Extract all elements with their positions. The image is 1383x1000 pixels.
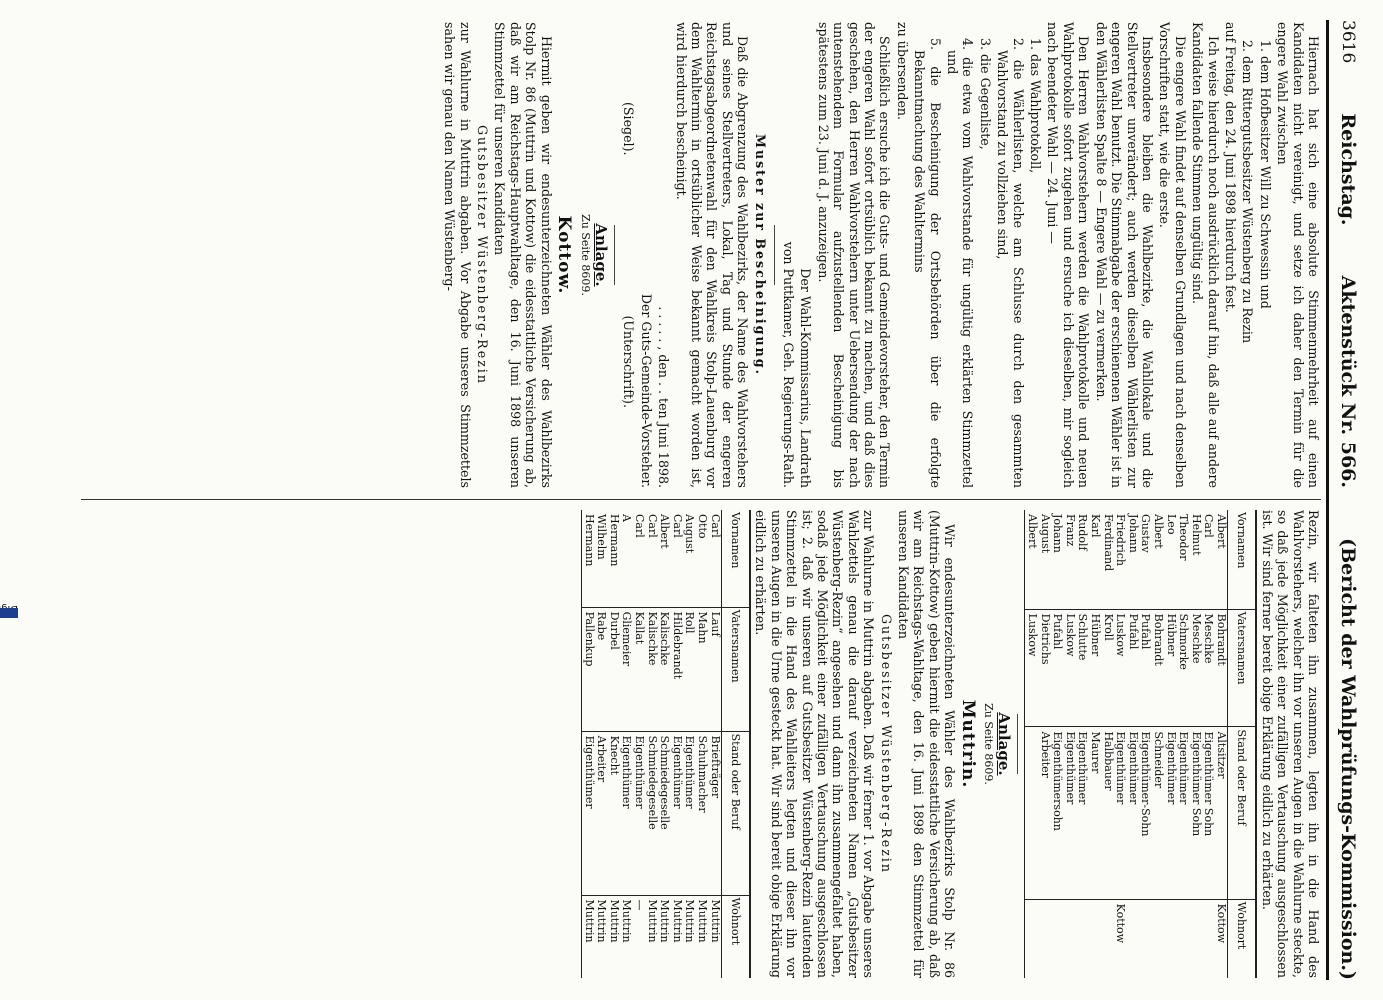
document-list-item-3: 3. die Gegenliste, <box>977 38 993 150</box>
table-cell: Pufahl <box>1126 609 1139 727</box>
table-row <box>1202 510 1215 978</box>
table-cell: August <box>1038 514 1052 554</box>
left-paragraph-3: Ich weise hierdurch noch ausdrücklich darauf hin, daß alle auf andere Kandidaten fallende Stimmen ungültig sind. <box>1190 22 1221 488</box>
table-cell: Helmut <box>1189 514 1203 556</box>
table-cell: Muttrin <box>658 895 671 978</box>
column-divider <box>81 499 1321 500</box>
table-row <box>1063 510 1076 978</box>
table-cell: Albert <box>1214 514 1228 549</box>
table-cell <box>1088 899 1101 978</box>
table-cell: — <box>632 895 645 978</box>
table-row <box>1151 510 1164 978</box>
table-cell: Eigenthümer Sohn <box>1189 727 1202 899</box>
table-cell: Gliemeier <box>620 607 633 731</box>
table-cell: Pufahl <box>1139 609 1152 727</box>
table-row <box>658 510 671 978</box>
table-row <box>1126 510 1139 978</box>
table-cell: Pufahl <box>1051 609 1064 727</box>
left-paragraph-4: Die engere Wahl findet auf denselben Grundlagen und nach denselben Vorschriften statt, wie die erste. <box>1157 22 1188 489</box>
muttrin-text-2: zur Wahlurne in Muttrin abgaben. Daß wir ferner 1. vor Abgabe unseres Wahlzettels genau die darauf verzeichneten Namen „Gutsbesitzer Wüstenberg-Rezin“ angesehen und dann ihn zusammengefaltet haben, sodaß jede Möglichkeit einer zufälligen Vertauschung ausgeschlossen ist; 2. daß wir unseren auf Gutsbesitzer Wüstenberg-Rezin lautenden Stimmzettel in die Hand des Wahlleiters legten und dieser ihn vor unseren Augen in die Urne gesteckt hat. Wir sind bereit obige Erklärung eidlich zu erhärten. <box>753 510 877 978</box>
document-list-item-4: 4. die etwa vom Wahlvorstande für ungültig erklärten Stimmzettel und <box>945 38 976 488</box>
table-header-cell: Vatersnamen <box>1227 609 1256 727</box>
table-cell: Meschke <box>1189 609 1202 727</box>
table-row <box>1038 510 1051 978</box>
table-cell: Eigenthümer <box>632 731 645 895</box>
table-cell: Schuhmacher <box>695 731 708 895</box>
table-cell: Eigenthümer <box>582 731 595 895</box>
table-header-cell: Vatersnamen <box>721 607 750 731</box>
table-cell: Wilhelm <box>595 514 609 560</box>
table-cell: Carl <box>708 514 722 538</box>
table-cell: Hildebrandt <box>670 607 683 731</box>
table-cell: Altsitzer <box>1214 727 1227 899</box>
table-cell <box>1063 899 1076 978</box>
page-number: 3616 <box>1338 20 1358 64</box>
page-header <box>1333 20 1363 980</box>
table-cell <box>1038 899 1051 978</box>
seal-label: (Siegel). <box>621 102 637 156</box>
table-cell: Carl <box>1202 514 1216 538</box>
table-cell <box>1025 899 1038 978</box>
header-rule <box>1326 20 1329 980</box>
vorsteher-line: Der Guts-Gemeinde-Vorsteher. <box>638 293 654 488</box>
table-cell: Bohrandt <box>1151 609 1164 727</box>
table-cell: Kalischke <box>658 607 671 731</box>
table-cell: Carl <box>670 514 684 538</box>
table-cell: Eigenthümer <box>1063 727 1076 899</box>
table-row <box>670 510 683 978</box>
table-row <box>1177 510 1190 978</box>
table-cell: Hübner <box>1088 609 1101 727</box>
table-cell: Johann <box>1051 514 1065 553</box>
table-row <box>1214 510 1227 978</box>
table-cell <box>1025 727 1038 899</box>
signature-label: (Unterschrift). <box>621 315 637 408</box>
table-cell: Schneider <box>1151 727 1164 899</box>
table-cell: Luskow <box>1114 609 1127 727</box>
table-cell: Pallenkup <box>582 607 595 731</box>
table-cell: Eigenthümer Sohn <box>1202 727 1215 899</box>
table-cell: August <box>683 514 697 554</box>
table-cell: Meschke <box>1202 609 1215 727</box>
header-section: Reichstag. <box>1337 113 1359 226</box>
table-cell <box>1139 899 1152 978</box>
seal-signature-row <box>621 22 636 488</box>
left-paragraph-1: Hiernach hat sich eine absolute Stimmenmehrheit auf einen Kandidaten nicht vereinigt, und setze ich daher den Termin für die engere Wahl zwischen <box>1275 22 1321 488</box>
table-cell <box>1051 899 1064 978</box>
table-cell: Luskow <box>1063 609 1076 727</box>
anlage-reference: Zu Seite 8609. <box>578 214 592 296</box>
table-cell: Bohrandt <box>1214 609 1227 727</box>
table-cell: Lauf <box>708 607 721 731</box>
table-cell: Halbbauer <box>1101 727 1114 899</box>
left-paragraph-2: auf Freitag, den 24. Juni 1898 hierdurch fest. <box>1222 22 1238 313</box>
table-cell: Carl <box>633 514 646 538</box>
table-cell: Carl <box>645 514 659 538</box>
muster-text: Daß die Abgrenzung des Wahlbezirks, der Name des Wahlvorstehers und seines Stellvertreters, Lokal, Tag und Stunde der engeren Reichstagsabgeordnetenwahl für den Wahlkreis Stolp-Lauenburg vor dem Wahltermin in ortsüblicher Weise bekannt gemacht worden ist, wird hierdurch bescheinigt. <box>673 22 751 488</box>
table-row <box>1025 510 1038 978</box>
document-list-item-2: 2. die Wählerlisten, welche am Schlusse durch den gesammten Wahlvorstand zu vollziehen sind, <box>995 38 1026 488</box>
table-header-cell: Stand oder Beruf <box>721 731 750 895</box>
table-cell: Knecht <box>607 731 620 895</box>
table-cell: Eigenthümer <box>1177 727 1190 899</box>
table-cell: Durbel <box>607 607 620 731</box>
kottow-title: Kottow. <box>554 215 575 295</box>
table-cell: Kallat <box>632 607 645 731</box>
table-row <box>582 510 595 978</box>
left-paragraph-7: zu übersenden. <box>894 22 910 121</box>
table-cell: Rabe <box>595 607 608 731</box>
table-cell: Otto <box>695 514 709 539</box>
table-cell: Albert <box>658 514 672 549</box>
table-cell <box>1177 899 1190 978</box>
anlage-heading-right: Anlage. <box>995 712 1014 776</box>
table-cell: Hermann <box>582 510 595 607</box>
table-cell: Luskow <box>1025 609 1038 727</box>
header-subject: (Bericht der Wahlprüfungs-Kommission.) <box>1337 538 1359 980</box>
table-row <box>683 510 696 978</box>
table-cell: Franz <box>1063 514 1077 547</box>
left-column <box>440 22 1321 488</box>
table-row <box>1088 510 1101 978</box>
table-row <box>620 510 633 978</box>
table-cell <box>1202 899 1215 978</box>
table-header-cell: Vornamen <box>721 510 750 607</box>
signature-line-1: Der Wahl-Kommissarius, Landrath <box>798 268 814 488</box>
table-cell: Schmiedegeselle <box>658 731 671 895</box>
candidate-item-2: 2. dem Rittergutsbesitzer Wüstenberg zu Rezin <box>1240 40 1256 344</box>
table-row <box>695 510 708 978</box>
table-cell: Roll <box>683 607 696 731</box>
table-cell: Eigenthümer <box>1076 727 1089 899</box>
table-header-cell: Wohnort <box>1227 899 1256 978</box>
right-column <box>581 510 1321 978</box>
table-row <box>645 510 658 978</box>
table-cell: Albert <box>1152 514 1165 549</box>
table-cell: Friedrich <box>1114 514 1128 566</box>
table-cell: Eigenthümer <box>1126 727 1139 899</box>
table-cell: Arbeiter <box>595 731 608 895</box>
document-list-item-5: 5. die Bescheinigung der Ortsbehörden über die erfolgte Bekanntmachung des Wahltermins <box>912 38 943 488</box>
table-cell: Johann <box>1126 514 1140 553</box>
table-cell: Albert <box>1025 510 1038 609</box>
separator <box>614 225 615 285</box>
kottow-voters-table <box>1024 510 1257 978</box>
table-cell <box>1151 899 1164 978</box>
header-document: Aktenstück Nr. 566. <box>1337 275 1359 489</box>
table-cell: Schlutte <box>1076 609 1089 727</box>
table-cell: Muttrin <box>595 895 608 978</box>
table-cell: Rudolf <box>1076 514 1090 551</box>
table-row <box>1189 510 1202 978</box>
table-cell: Schmiedegeselle <box>645 731 658 895</box>
table-cell: Schmorke <box>1177 609 1190 727</box>
table-cell: A <box>620 514 634 522</box>
table-cell: Leo <box>1164 514 1178 535</box>
table-row <box>632 510 645 978</box>
kottow-text: Hiermit geben wir endesunterzeichneten Wähler des Wahlbezirks Stolp Nr. 86 (Muttrin und Kottow) die eidesstattliche Versicherung ab, daß wir am Reichstags-Hauptwahltage, den 16. Juni 1898 unseren Stimmzettel für unseren Kandidaten <box>492 22 554 488</box>
table-cell <box>1076 899 1089 978</box>
table-row <box>1076 510 1089 978</box>
table-cell: Theodor <box>1177 514 1191 561</box>
table-cell <box>1101 899 1114 978</box>
table-cell: Eigenthümer <box>1164 727 1177 899</box>
anlage-reference-right: Zu Seite 8609. <box>982 703 996 785</box>
table-cell: Muttrin <box>620 895 633 978</box>
table-row <box>1114 510 1127 978</box>
muster-title: Muster zur Bescheinigung. <box>752 134 768 376</box>
table-row <box>607 510 620 978</box>
date-line: . . . . . , den . . ten Juni 1898. <box>656 306 672 488</box>
table-row <box>1101 510 1114 978</box>
table-cell: Mahn <box>695 607 708 731</box>
table-cell <box>1164 899 1177 978</box>
table-cell: Eigenthümer <box>670 731 683 895</box>
kottow-candidate: Gutsbesitzer Wüstenberg-Rezin <box>475 124 491 386</box>
candidate-item-1: 1. dem Hofbesitzer Will zu Schwessin und <box>1257 40 1273 309</box>
table-row <box>595 510 608 978</box>
signature-line-2: von Puttkamer, Geh. Regierungs-Rath. <box>781 241 796 488</box>
table-header-cell: Stand oder Beruf <box>1227 727 1256 899</box>
table-header-cell: Wohnort <box>721 895 750 978</box>
table-row <box>708 510 721 978</box>
table-cell: Muttrin <box>695 895 708 978</box>
table-cell: Hermann <box>607 514 621 567</box>
table-cell <box>1189 899 1202 978</box>
table-cell: Muttrin <box>582 895 595 978</box>
table-cell: Muttrin <box>670 895 683 978</box>
table-cell: Muttrin <box>683 895 696 978</box>
dfg-logo <box>0 608 18 618</box>
table-cell: Muttrin <box>607 895 620 978</box>
rotated-page-content <box>73 0 1383 1000</box>
table-cell: Arbeiter <box>1038 727 1051 899</box>
digitization-note <box>4 600 18 995</box>
table-cell: Gustav <box>1139 514 1153 553</box>
muttrin-candidate: Gutsbesitzer Wüstenberg-Rezin <box>878 613 894 875</box>
table-row <box>1051 510 1064 978</box>
table-cell: Eigenthümer <box>620 731 633 895</box>
table-cell: Eigenthümer-Sohn <box>1139 727 1152 899</box>
table-header-cell: Vornamen <box>1227 510 1256 609</box>
anlage-heading: Anlage. <box>591 223 610 287</box>
table-cell: Maurer <box>1088 727 1101 899</box>
table-cell <box>1126 899 1139 978</box>
table-cell: Eigenthümer <box>683 731 696 895</box>
document-list-item-1: 1. das Wahlprotokoll, <box>1028 38 1044 174</box>
table-cell: Muttrin <box>708 895 721 978</box>
table-cell: Kottow <box>1114 899 1127 978</box>
table-row <box>1139 510 1152 978</box>
left-paragraph-6: Den Herren Wahlvorstehern werden die Wahlprotokolle und neuen Wahlprotokolle sofort zugehen und ersuche ich dieselben, mir sogleich nach beendeter Wahl — 24. Juni — <box>1045 22 1092 488</box>
table-cell: Kottow <box>1214 899 1227 978</box>
muttrin-voters-table <box>581 510 751 978</box>
left-paragraph-8: Schließlich ersuche ich die Guts- und Gemeindevorsteher, den Termin der engeren Wahl sofort ortsüblich bekannt zu machen, und daß dies geschehen, den Herren Wahlvorstehern unter Uebersendung der nach untenstehendem Formular aufzustellenden Bescheinigung bis spätestens zum 23. Juni d. J. anzuzeigen. <box>815 22 893 488</box>
table-row <box>1164 510 1177 978</box>
table-cell: Eigenthümer <box>1114 727 1127 899</box>
table-cell: Ferdinand <box>1101 514 1115 572</box>
left-paragraph-5: Insbesondere bleiben die Wahlbezirke, die Wahllokale und die Stellvertreter unverändert; auch werden dieselben Wählerlisten zur engeren Wahl benutzt. Die Stimmabgabe der erschienenen Wähler ist in den Wählerlisten Spalte 8 — Engere Wahl — zu vermerken. <box>1093 22 1155 488</box>
table-cell: Kalischke <box>645 607 658 731</box>
right-paragraph-1: Rezin, wir falteten ihn zusammen, legten ihn in die Hand des Wahlvorstehers, welcher ihn vor unseren Augen in die Wahlurne steckte, so daß jede Möglichkeit einer zufälligen Vertauschung ausgeschlossen ist. Wir sind ferner bereit obige Erklärung eidlich zu erhärten. <box>1259 510 1321 978</box>
muttrin-title: Muttrin. <box>957 699 978 789</box>
separator <box>774 225 775 285</box>
table-cell: Hübner <box>1164 609 1177 727</box>
table-cell: Kroll <box>1101 609 1114 727</box>
kottow-text-end: zur Wahlurne in Muttrin abgaben. Vor Abgabe unseres Stimmzettels sahen wir genau den Namen Wüstenberg- <box>442 22 473 488</box>
table-cell: Briefträger <box>708 731 721 895</box>
separator <box>1017 714 1018 774</box>
table-cell: Dietrichs <box>1038 609 1051 727</box>
table-cell: Eigenthümersohn <box>1051 727 1064 899</box>
table-cell: Muttrin <box>645 895 658 978</box>
table-cell: Karl <box>1089 514 1103 538</box>
muttrin-text: Wir endesunterzeichneten Wähler des Wahlbezirks Stolp Nr. 86 (Muttrin-Kottow) geben hiermit die eidesstattliche Versicherung ab, daß wir am Reichstags-Wahltage, den 16. Juni 1898 den Stimmzettel für unseren Kandidaten <box>896 510 958 978</box>
